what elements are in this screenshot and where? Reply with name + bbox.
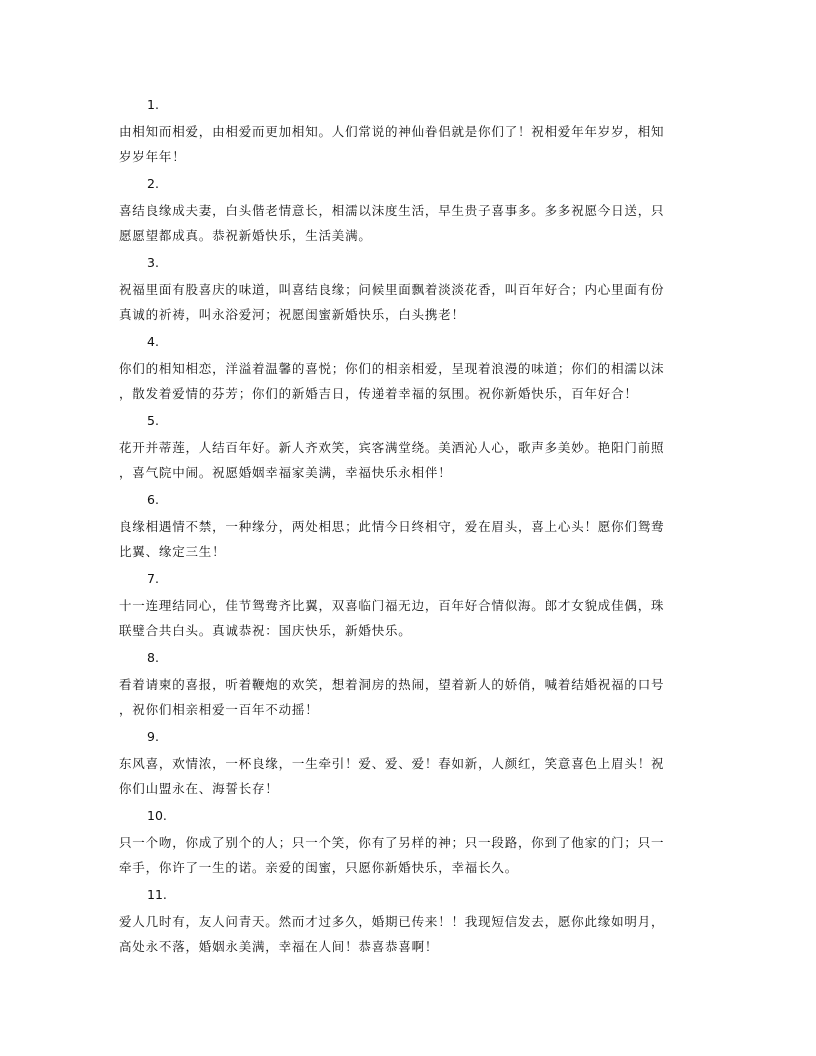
item-number: 8.	[147, 650, 159, 665]
list-item	[119, 728, 695, 807]
list-item	[119, 254, 695, 333]
list-item	[119, 96, 695, 175]
item-text: 你们的相知相恋，洋溢着温馨的喜悦；你们的相亲相爱，呈现着浪漫的味道；你们的相濡以沫 ，散发着爱情的芬芳；你们的新婚吉日，传递着幸福的氛围。祝你新婚快乐，百年好合！	[119, 361, 665, 401]
item-text: 喜结良缘成夫妻，白头偕老情意长，相濡以沫度生活，早生贵子喜事多。多多祝愿今日送，只 愿愿望都成真。恭祝新婚快乐，生活美满。	[119, 203, 665, 243]
item-text: 由相知而相爱，由相爱而更加相知。人们常说的神仙眷侣就是你们了！祝相爱年年岁岁，相知 岁岁年年！	[119, 124, 665, 164]
item-number: 1.	[147, 97, 159, 112]
list-item	[119, 175, 695, 254]
item-number: 10.	[147, 808, 167, 823]
list-item	[119, 807, 695, 886]
list-item	[119, 886, 695, 965]
item-text: 祝福里面有股喜庆的味道，叫喜结良缘；问候里面飘着淡淡花香，叫百年好合；内心里面有份 真诚的祈祷，叫永浴爱河；祝愿闺蜜新婚快乐，白头携老！	[119, 282, 665, 322]
item-number: 6.	[147, 492, 159, 507]
wish-list	[119, 96, 695, 965]
list-item	[119, 333, 695, 412]
item-number: 2.	[147, 176, 159, 191]
item-number: 4.	[147, 334, 159, 349]
list-item	[119, 570, 695, 649]
item-number: 5.	[147, 413, 159, 428]
item-text: 爱人几时有，友人问青天。然而才过多久，婚期已传来！！我现短信发去，愿你此缘如明月， 高处永不落，婚姻永美满，幸福在人间！恭喜恭喜啊！	[119, 914, 665, 954]
item-number: 7.	[147, 571, 159, 586]
item-text: 东风喜，欢情浓，一杯良缘，一生牵引！爱、爱、爱！春如新，人颜红，笑意喜色上眉头！祝 你们山盟永在、海誓长存！	[119, 756, 665, 796]
item-text: 看着请柬的喜报，听着鞭炮的欢笑，想着洞房的热闹，望着新人的娇俏，喊着结婚祝福的口号 ，祝你们相亲相爱一百年不动摇！	[119, 677, 665, 717]
list-item	[119, 491, 695, 570]
item-number: 11.	[147, 887, 167, 902]
item-number: 9.	[147, 729, 159, 744]
item-text: 十一连理结同心，佳节鸳鸯齐比翼，双喜临门福无边，百年好合情似海。郎才女貌成佳偶，珠 联璧合共白头。真诚恭祝：国庆快乐，新婚快乐。	[119, 598, 665, 638]
list-item	[119, 412, 695, 491]
list-item	[119, 649, 695, 728]
item-text: 良缘相遇情不禁，一种缘分，两处相思；此情今日终相守，爱在眉头，喜上心头！愿你们鸳鸯 比翼、缘定三生！	[119, 519, 665, 559]
item-text: 只一个吻，你成了别个的人；只一个笑，你有了另样的神；只一段路，你到了他家的门；只一 牵手，你许了一生的诺。亲爱的闺蜜，只愿你新婚快乐，幸福长久。	[119, 835, 665, 875]
item-number: 3.	[147, 255, 159, 270]
item-text: 花开并蒂莲，人结百年好。新人齐欢笑，宾客满堂绕。美酒沁人心，歌声多美妙。艳阳门前照 ，喜气院中闹。祝愿婚姻幸福家美满，幸福快乐永相伴！	[119, 440, 665, 480]
